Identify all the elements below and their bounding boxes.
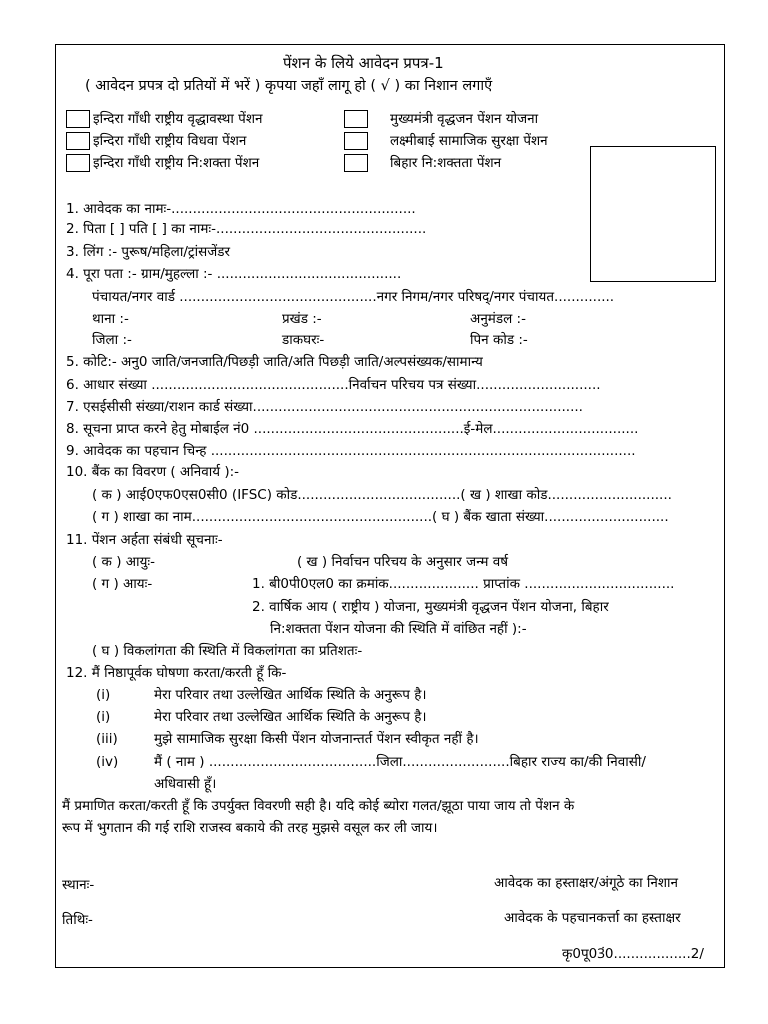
declaration-text: मेरा परिवार तथा उल्लेखित आर्थिक स्थिति के अनुरूप है। bbox=[154, 709, 427, 725]
field-gender[interactable]: 3. लिंग :- पुरूष/महिला/ट्रांसजेंडर bbox=[66, 244, 231, 260]
field-pin-code[interactable]: पिन कोड :- bbox=[470, 332, 528, 348]
declaration-num: (i) bbox=[96, 709, 111, 725]
form-title: पेंशन के लिये आवेदन प्रपत्र-1 bbox=[283, 54, 444, 72]
certification-line-2: रूप में भुगतान की गई राशि राजस्व बकाये की तरह मुझसे वसूल कर ली जाय। bbox=[62, 820, 438, 836]
scheme-label: मुख्यमंत्री वृद्धजन पेंशन योजना bbox=[390, 111, 539, 127]
field-block[interactable]: प्रखंड :- bbox=[282, 311, 322, 327]
field-annual-income[interactable]: 2. वार्षिक आय ( राष्ट्रीय ) योजना, मुख्यमंत्री वृद्धजन पेंशन योजना, बिहार bbox=[252, 599, 609, 615]
field-subdivision[interactable]: अनुमंडल :- bbox=[470, 311, 526, 327]
scheme-label: बिहार नि:शक्तता पेंशन bbox=[390, 155, 502, 171]
form-subtitle: ( आवेदन प्रपत्र दो प्रतियों में भरें ) कृपया जहाँ लागू हो ( √ ) का निशान लगाएँ bbox=[85, 78, 493, 94]
field-panchayat-ward[interactable]: पंचायत/नगर वार्ड ..............................................नगर निगम/नगर परिषद्/नगर पंचायत.............. bbox=[92, 289, 615, 305]
checkbox-old-age-pension[interactable] bbox=[66, 110, 90, 128]
scheme-label: लक्ष्मीबाई सामाजिक सुरक्षा पेंशन bbox=[390, 133, 548, 149]
scheme-label: इन्दिरा गाँधी राष्ट्रीय विधवा पेंशन bbox=[93, 133, 247, 149]
field-mobile-email[interactable]: 8. सूचना प्राप्त करने हेतु मोबाईल नं0 .................................................ई-मेल.................................. bbox=[66, 421, 639, 437]
identifier-signature[interactable]: आवेदक के पहचानकर्त्ता का हस्ताक्षर bbox=[504, 910, 681, 926]
page-continue: कृ0पू03ं0..................2/ bbox=[562, 946, 704, 962]
field-age[interactable]: ( क ) आयुः- bbox=[92, 554, 156, 570]
checkbox-disability-pension[interactable] bbox=[66, 154, 90, 172]
checkbox-laxmibai-pension[interactable] bbox=[344, 132, 368, 150]
photo-box bbox=[590, 146, 716, 282]
checkbox-widow-pension[interactable] bbox=[66, 132, 90, 150]
field-disability-percent[interactable]: ( घ ) विकलांगता की स्थिति में विकलांगता का प्रतिशतः- bbox=[92, 643, 363, 659]
field-district[interactable]: जिला :- bbox=[92, 332, 132, 348]
place-field[interactable]: स्थानः- bbox=[62, 877, 95, 893]
declaration-residence-cont: अधिवासी हूँ। bbox=[154, 776, 217, 792]
declaration-text: मुझे सामाजिक सुरक्षा किसी पेंशन योजनान्तर्त पेंशन स्वीकृत नहीं है। bbox=[154, 731, 479, 747]
field-applicant-name[interactable]: 1. आवेदक का नामः-......................................................... bbox=[66, 201, 416, 217]
certification-line-1: मैं प्रमाणित करता/करती हूँ कि उपर्युक्त विवरणी सही है। यदि कोई ब्योरा गलत/झूठा पाया जाय तो पेंशन के bbox=[62, 798, 575, 814]
checkbox-cm-elderly-pension[interactable] bbox=[344, 110, 368, 128]
field-address-village[interactable]: 4. पूरा पता :- ग्राम/मुहल्ला :- ........................................... bbox=[66, 266, 402, 282]
field-post-office[interactable]: डाकघरः- bbox=[282, 332, 325, 348]
date-field[interactable]: तिथिः- bbox=[62, 912, 93, 928]
field-father-husband-name[interactable]: 2. पिता [ ] पति [ ] का नामः-................................................. bbox=[66, 221, 427, 237]
declaration-num: (iv) bbox=[96, 754, 119, 770]
applicant-signature[interactable]: आवेदक का हस्ताक्षर/अंगूठे का निशान bbox=[494, 875, 679, 891]
scheme-label: इन्दिरा गाँधी राष्ट्रीय वृद्धावस्था पेंशन bbox=[93, 111, 263, 127]
scheme-label: इन्दिरा गाँधी राष्ट्रीय नि:शक्ता पेंशन bbox=[93, 155, 260, 171]
section-bank-details: 10. बैंक का विवरण ( अनिवार्य ):- bbox=[66, 464, 240, 480]
declaration-text: मेरा परिवार तथा उल्लेखित आर्थिक स्थिति के अनुरूप है। bbox=[154, 687, 427, 703]
section-eligibility: 11. पेंशन अर्हता संबंधी सूचनाः- bbox=[66, 532, 223, 548]
field-aadhaar-epic[interactable]: 6. आधार संख्या ..............................................निर्वाचन परिचय पत्र संख्या............................. bbox=[66, 377, 601, 393]
field-secc-ration-card[interactable]: 7. एसईसीसी संख्या/राशन कार्ड संख्या............................................................................. bbox=[66, 399, 583, 415]
declaration-heading: 12. मैं निष्ठापूर्वक घोषणा करता/करती हूँ कि- bbox=[66, 665, 287, 681]
field-income[interactable]: ( ग ) आयः- bbox=[92, 576, 153, 592]
declaration-residence[interactable]: मैं ( नाम ) .......................................जिला.........................बिहार राज्य का/की निवासी/ bbox=[154, 754, 646, 770]
checkbox-bihar-disability-pension[interactable] bbox=[344, 154, 368, 172]
field-annual-income-note: नि:शक्तता पेंशन योजना की स्थिति में वांछित नहीं ):- bbox=[270, 621, 527, 637]
field-category[interactable]: 5. कोटि:- अनु0 जाति/जनजाति/पिछड़ी जाति/अति पिछड़ी जाति/अल्पसंख्यक/सामान्य bbox=[66, 354, 483, 370]
field-birth-year[interactable]: ( ख ) निर्वाचन परिचय के अनुसार जन्म वर्ष bbox=[297, 554, 509, 570]
field-police-station[interactable]: थाना :- bbox=[92, 311, 129, 327]
declaration-num: (iii) bbox=[96, 731, 118, 747]
declaration-num: (i) bbox=[96, 687, 111, 703]
field-branch-account[interactable]: ( ग ) शाखा का नाम........................................................( घ ) बैंक खाता संख्या............................. bbox=[92, 509, 669, 525]
field-identification-mark[interactable]: 9. आवेदक का पहचान चिन्ह ................................................................................................... bbox=[66, 443, 636, 459]
field-bpl-number[interactable]: 1. बी0पी0एल0 का क्रमांक..................... प्राप्तांक ................................... bbox=[252, 576, 675, 592]
field-ifsc-branch-code[interactable]: ( क ) आई0एफ0एस0सी0 (IFSC) कोड......................................( ख ) शाखा कोड............................. bbox=[92, 487, 672, 503]
